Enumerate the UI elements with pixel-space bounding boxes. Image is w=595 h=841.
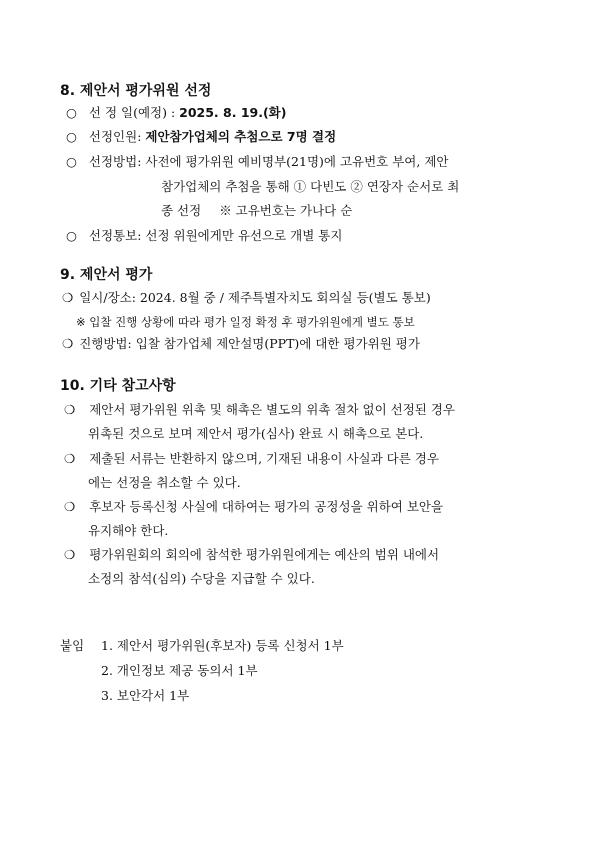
s8-date-row (66, 105, 286, 121)
s8-method-row (66, 154, 448, 170)
section-10-heading: 10. 기타 참고사항 (60, 378, 176, 394)
s9-line-1 (62, 290, 431, 306)
s8-notify-row (66, 228, 342, 244)
s10-item-3-line-1: 후보자 등록신청 사실에 대하여는 평가의 공정성을 위하여 보안을 (89, 499, 444, 514)
s10-item-4 (64, 547, 439, 563)
date-value: 2025. 8. 19.(화) (179, 105, 287, 120)
date-label: 선 정 일(예정) : (88, 105, 180, 120)
s9-note: ※ 입찰 진행 상황에 따라 평가 일정 확정 후 평가위원에게 별도 통보 (76, 315, 415, 329)
notify-value: 선정 위원에게만 유선으로 개별 통지 (145, 228, 343, 243)
bullet: ○ (66, 105, 77, 120)
bullet: ○ (66, 154, 77, 169)
attachment-item-3: 3. 보안각서 1부 (101, 688, 190, 703)
s10-item-2-line-2: 에는 선정을 취소할 수 있다. (88, 475, 241, 490)
bullet: ❍ (64, 499, 76, 514)
bullet: ❍ (64, 451, 76, 466)
bullet: ○ (66, 228, 77, 243)
bullet: ❍ (62, 290, 74, 305)
method-label: 선정방법: (88, 154, 146, 169)
method-line-2: 참가업체의 추첨을 통해 ① 다빈도 ② 연장자 순서로 최 (161, 179, 460, 194)
bullet: ○ (66, 129, 77, 144)
s10-item-1-line-1: 제안서 평가위원 위촉 및 해촉은 별도의 위촉 절차 없이 선정된 경우 (89, 402, 455, 417)
s10-item-3-line-2: 유지해야 한다. (88, 523, 169, 538)
bullet: ❍ (62, 336, 74, 351)
method-text: 진행방법: 입찰 참가업체 제안설명(PPT)에 대한 평가위원 평가 (79, 336, 420, 351)
section-8-heading: 8. 제안서 평가위원 선정 (60, 83, 212, 99)
count-label: 선정인원: (88, 129, 146, 144)
method-note: ※ 고유번호는 가나다 순 (219, 203, 353, 218)
count-value: 제안참가업체의 추첨으로 7명 결정 (145, 129, 337, 144)
method-line-1: 사전에 평가위원 예비명부(21명)에 고유번호 부여, 제안 (145, 154, 449, 169)
bullet: ❍ (64, 402, 76, 417)
s10-item-4-line-2: 소정의 참석(심의) 수당을 지급할 수 있다. (88, 571, 315, 586)
attachment-item-2: 2. 개인정보 제공 동의서 1부 (101, 663, 258, 678)
attachments-label: 붙임 (60, 638, 85, 653)
notify-label: 선정통보: (88, 228, 146, 243)
bullet: ❍ (64, 547, 76, 562)
s10-item-1 (64, 402, 455, 418)
s10-item-3 (64, 499, 443, 515)
method-line-3 (161, 203, 352, 219)
s10-item-2 (64, 451, 439, 467)
s9-line-2 (62, 336, 420, 352)
s8-count-row (66, 129, 336, 145)
section-9-heading: 9. 제안서 평가 (60, 267, 153, 283)
s10-item-1-line-2: 위촉된 것으로 보며 제안서 평가(심사) 완료 시 해촉으로 본다. (88, 426, 424, 441)
method-line-3a: 종 선정 (161, 203, 202, 218)
schedule-text: 일시/장소: 2024. 8월 중 / 제주특별자치도 회의실 등(별도 통보) (79, 290, 431, 305)
s10-item-4-line-1: 평가위원회의 회의에 참석한 평가위원에게는 예산의 범위 내에서 (89, 547, 440, 562)
s10-item-2-line-1: 제출된 서류는 반환하지 않으며, 기재된 내용이 사실과 다른 경우 (89, 451, 439, 466)
attachment-item-1: 1. 제안서 평가위원(후보자) 등록 신청서 1부 (101, 638, 344, 653)
